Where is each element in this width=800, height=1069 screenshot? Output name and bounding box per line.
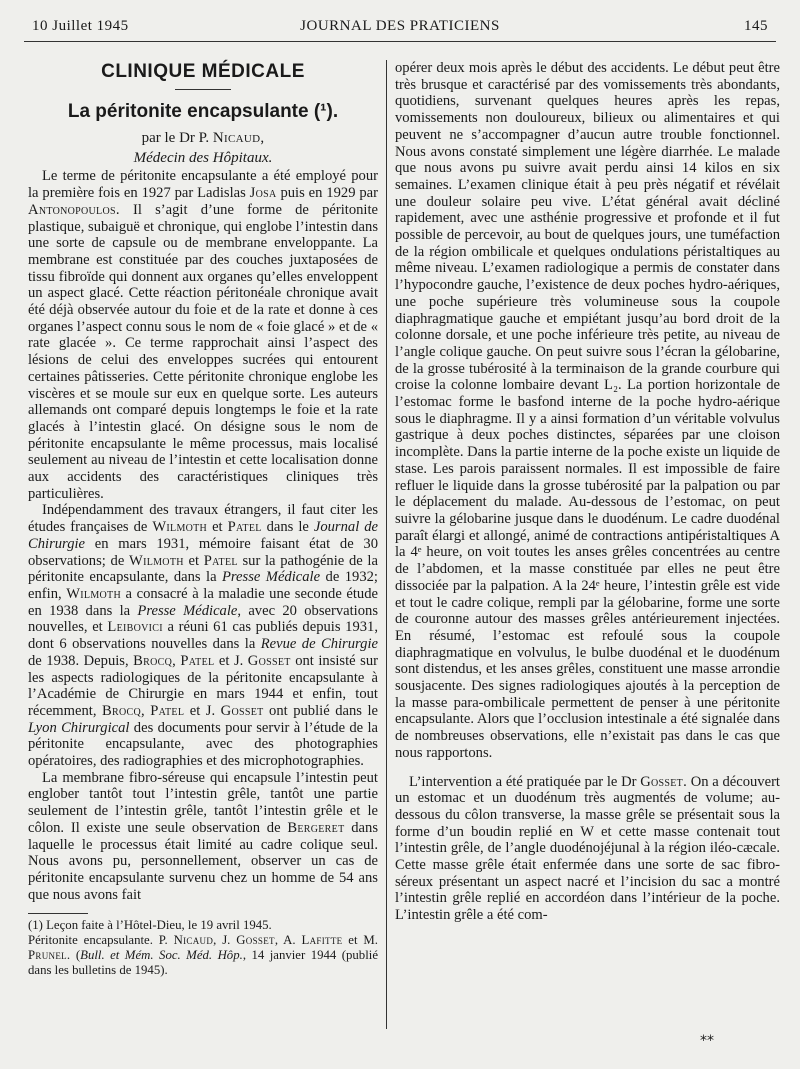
paragraph bbox=[28, 502, 378, 769]
paragraph bbox=[395, 60, 780, 762]
author-citation: Antonopoulos. bbox=[28, 201, 120, 218]
author-citation: Wilmoth bbox=[66, 585, 121, 602]
author-citation: Gosset bbox=[236, 933, 275, 948]
text-run: Indépendamment des travaux étrangers, il faut citer les études françaises de bbox=[28, 502, 378, 536]
right-column bbox=[395, 60, 780, 924]
author-name: Nicaud, bbox=[212, 130, 265, 147]
paragraph bbox=[395, 774, 780, 924]
publication-title: Lyon Chirurgical bbox=[28, 719, 130, 736]
author-role: Médecin des Hôpitaux. bbox=[133, 150, 273, 167]
author-citation: Brocq bbox=[101, 702, 142, 719]
byline-prefix: par le Dr P. bbox=[141, 130, 213, 147]
text-run: opérer deux mois après le début des accidents. Le début peut être très brusque et caractérisé par des vomissements très abondants, quotidiens, survenant quelques heures après les repas, vomissements non douloureux, bilieux ou alimentaires et qui peuvent ne s’accompagner d’aucun autre trouble fonctionnel. Nous avons constaté simplement une légère diarrhée. Le malade que nous avons pu suivre avait perdu ainsi 14 kilos en six semaines. L’examen clinique était à peu près négatif et révélait une douleur solaire peu vive. L’état général avait décliné rapidement, avec une asthénie progressive et profonde et il fut possible de percevoir, au bout de quelques jours, une tuméfaction de la région ombilicale et quelques ondulations péristaltiques au même niveau. L’examen radiologique a permis de constater dans l’hypocondre gauche, l’existence de deux poches hydro-aériques, une poche supérieure très volumineuse sous la coupole diaphragmatique gauche et empiétant jusqu’au bord droit de la colonne dorsale, et une poche inférieure très petite, au niveau de l’angle colique gauche. On peut suivre sous l’écran la gélobarine, de la grosse tubérosité à la terminaison de la grande courbure qui croise la colonne lombaire devant L₂. La portion horizontale de l’estomac forme le basfond interne de la poche hydro-aérique sous le diaphragme. Il y a ainsi formation d’un véritable volvulus gastrique à deux poches distinctes, séparées par une cloison incomplète. Dans la partie interne de la poche existe un liquide de stase. Les parois paraissent normales. Il est impossible de faire refluer le liquide dans la grosse tubérosité par la palpation ou par le déplacement du malade. Au-dessous de l’estomac, on peut suivre la gélobarine jusque dans le duodénum. Le cadre duodénal paraît élargi et allongé, animé de contractions antipéristaltiques A la 4ᵉ heure, on voit toutes les anses grêles concentrées au centre de l’abdomen, et la masse constituée par elles ne peut être dissociée par la palpation. A la 24ᵉ heure, l’intestin grêle est vide et tout le cadre colique, rempli par la gélobarine, forme une sorte de couronne autour des masses grêles antérieurement injectées. En résumé, l’estomac est refoulé sous la coupole diaphragmatique en volvulus, le bulbe duodénal et le duodénum sont distendus, et les anses grêles, constituent une masse arrondie sousjacente. Des signes radiologiques ajoutés à la perception de la masse para-ombilicale permettent de penser à une péritonite encapsulante. Alors que l’occlusion intestinale a été signalée dans de nombreuses observations, elle n’existait pas dans le cas que nous rapportons. bbox=[395, 60, 780, 761]
publication-title: Presse Médicale bbox=[137, 602, 238, 619]
author-citation: Nicaud bbox=[173, 933, 214, 948]
title-rule bbox=[175, 89, 231, 90]
author-citation: Patel bbox=[203, 552, 238, 569]
column-rule bbox=[386, 60, 387, 1029]
text-run: a consacré à la maladie une seconde étude en 1938 dans la bbox=[28, 585, 378, 619]
text-run: a réuni 61 cas publiés depuis 1931, dont 6 observations nouvelles dans la bbox=[28, 619, 378, 653]
header-rule bbox=[24, 41, 776, 42]
text-run: et bbox=[183, 552, 204, 569]
asterism: ** bbox=[700, 1033, 714, 1049]
byline bbox=[28, 128, 378, 148]
text-run: en mars 1931, mémoire faisant état de 30 observations; de bbox=[28, 535, 378, 569]
text-run: , avec 20 observations nouvelles, et bbox=[28, 602, 378, 636]
journal-name: JOURNAL DES PRATICIENS bbox=[300, 18, 500, 34]
publication-title: Presse Médicale bbox=[221, 569, 321, 586]
text-run: Le terme de péritonite encapsulante a été employé pour la première fois en 1927 par Ladislas bbox=[28, 168, 378, 202]
left-column bbox=[28, 60, 378, 978]
text-run: Il s’agit d’une forme de péritonite plastique, subaiguë et chronique, qui englobe l’intestin dans une sorte de capsule ou de membrane enveloppante. La membrane est constituée par des couches juxtaposées de tissu fibroïde qui donnent aux organes qu’elles enveloppent un aspect glacé. Cette réaction péritonéale chronique avait été déjà observée autour du foie et de la rate et donne à ces organes l’aspect connu sous le nom de « foie glacé » et de « rate glacée ». Ce terme rapprochait ainsi l’aspect des lésions de celui des enveloppes sucrées qui entourent certaines pâtisseries. Cette péritonite chronique englobe les viscères et se moule sur eux en quelque sorte. Les auteurs allemands ont comparé depuis longtemps le foie et la rate glacés à l’intestin glacé. On désigne sous le nom de péritonite encapsulante le même processus, mais localisé seulement au niveau de l’intestin et cette localisation donne aux accidents des caractéristiques cliniques très particulières. bbox=[28, 201, 378, 502]
text-run: On a découvert un estomac et un duodénum très augmentés de volume; au-dessous du côlon transverse, la masse grêle se présentait sous la forme d’un boudin replié en W et cette masse contenait tout l’intestin grêle, de l’angle duodénojéjunal à la région iléo-cæcale. Cette masse grêle était enfermée dans une sorte de sac fibro-séreux présentant un aspect nacré et l’incision du sac a montré l’intestin grêle replié en accordéon dans l’intérieur de la poche. L’intestin grêle a été com- bbox=[395, 773, 780, 924]
author-citation: Leibovici bbox=[107, 619, 163, 636]
author-citation: Josa bbox=[249, 185, 277, 202]
author-citation: Wilmoth bbox=[129, 552, 184, 569]
text-run: de 1932; enfin, bbox=[28, 569, 378, 602]
text-run: , A. bbox=[274, 933, 302, 948]
publication-title: Journal de Chirurgie bbox=[28, 519, 378, 552]
author-citation: Prunel. bbox=[28, 948, 71, 963]
author-citation: Patel bbox=[227, 519, 262, 536]
footnote bbox=[28, 918, 378, 933]
text-run: , J. bbox=[213, 933, 237, 948]
author-citation: Patel bbox=[180, 652, 215, 669]
publication-title: Revue de Chirurgie bbox=[260, 636, 378, 653]
text-run: et J. bbox=[184, 702, 221, 719]
text-run: dans laquelle le processus était limité au cadre colique seul. Nous avons pu, personnellement, observer un cas de péritonite encapsulante survenu chez un homme de 54 ans que nous avons fait bbox=[28, 819, 379, 903]
text-run: des documents pour servir à l’étude de la péritonite encapsulante, avec des photographies opératoires, des radiographies et des microphotographies. bbox=[28, 719, 379, 770]
author-citation: Bergeret bbox=[287, 819, 345, 836]
author-citation: Lafitte bbox=[301, 933, 343, 948]
author-citation: Wilmoth bbox=[152, 519, 208, 536]
text-run: , 14 janvier 1944 (publié dans les bulletins de 1945). bbox=[28, 948, 378, 978]
text-run: ont insisté sur les aspects radiologiques de la péritonite encapsulante à l’Académie de Chirurgie en mars 1944 et enfin, tout récemment, bbox=[28, 652, 378, 719]
text-run: , bbox=[172, 652, 181, 669]
text-run: La membrane fibro-séreuse qui encapsule l’intestin peut englober tantôt tout l’intestin grêle, tantôt une partie seulement de l’intestin grêle, tantôt l’intestin grêle et le côlon. Il existe une seule observation de bbox=[28, 769, 378, 836]
paragraph bbox=[28, 168, 378, 502]
text-run: de 1938. Depuis, bbox=[28, 652, 134, 669]
issue-date: 10 Juillet 1945 bbox=[32, 18, 129, 34]
author-citation: Gosset bbox=[220, 702, 264, 719]
text-run: ont publié dans le bbox=[263, 702, 378, 719]
author-citation: Patel bbox=[150, 702, 185, 719]
author-citation: Gosset. bbox=[640, 773, 688, 790]
text-run: dans le bbox=[261, 519, 314, 536]
author-citation: Gosset bbox=[247, 652, 291, 669]
text-run: , bbox=[141, 702, 151, 719]
text-run: L’intervention a été pratiquée par le Dr bbox=[409, 773, 641, 790]
text-run: sur la pathogénie de la péritonite encapsulante, dans la bbox=[28, 552, 378, 586]
text-run: ( bbox=[70, 948, 81, 963]
text-run: et M. bbox=[342, 933, 378, 948]
article-title: La péritonite encapsulante (¹). bbox=[67, 100, 339, 122]
page-number: 145 bbox=[744, 18, 768, 34]
publication-title: Bull. et Mém. Soc. Méd. Hôp. bbox=[80, 948, 243, 963]
text-run: et bbox=[207, 519, 228, 536]
text-run: Péritonite encapsulante. P. bbox=[28, 933, 174, 948]
paragraph bbox=[28, 770, 378, 904]
section-title: CLINIQUE MÉDICALE bbox=[101, 61, 305, 82]
footnote bbox=[28, 933, 378, 978]
running-head bbox=[30, 14, 770, 38]
text-run: et J. bbox=[214, 652, 248, 669]
footnotes bbox=[28, 918, 378, 978]
text-run: (1) Leçon faite à l’Hôtel-Dieu, le 19 avril 1945. bbox=[28, 918, 272, 933]
text-run: puis en 1929 par bbox=[276, 185, 379, 202]
author-citation: Brocq bbox=[133, 652, 173, 669]
footnote-rule bbox=[28, 913, 88, 914]
